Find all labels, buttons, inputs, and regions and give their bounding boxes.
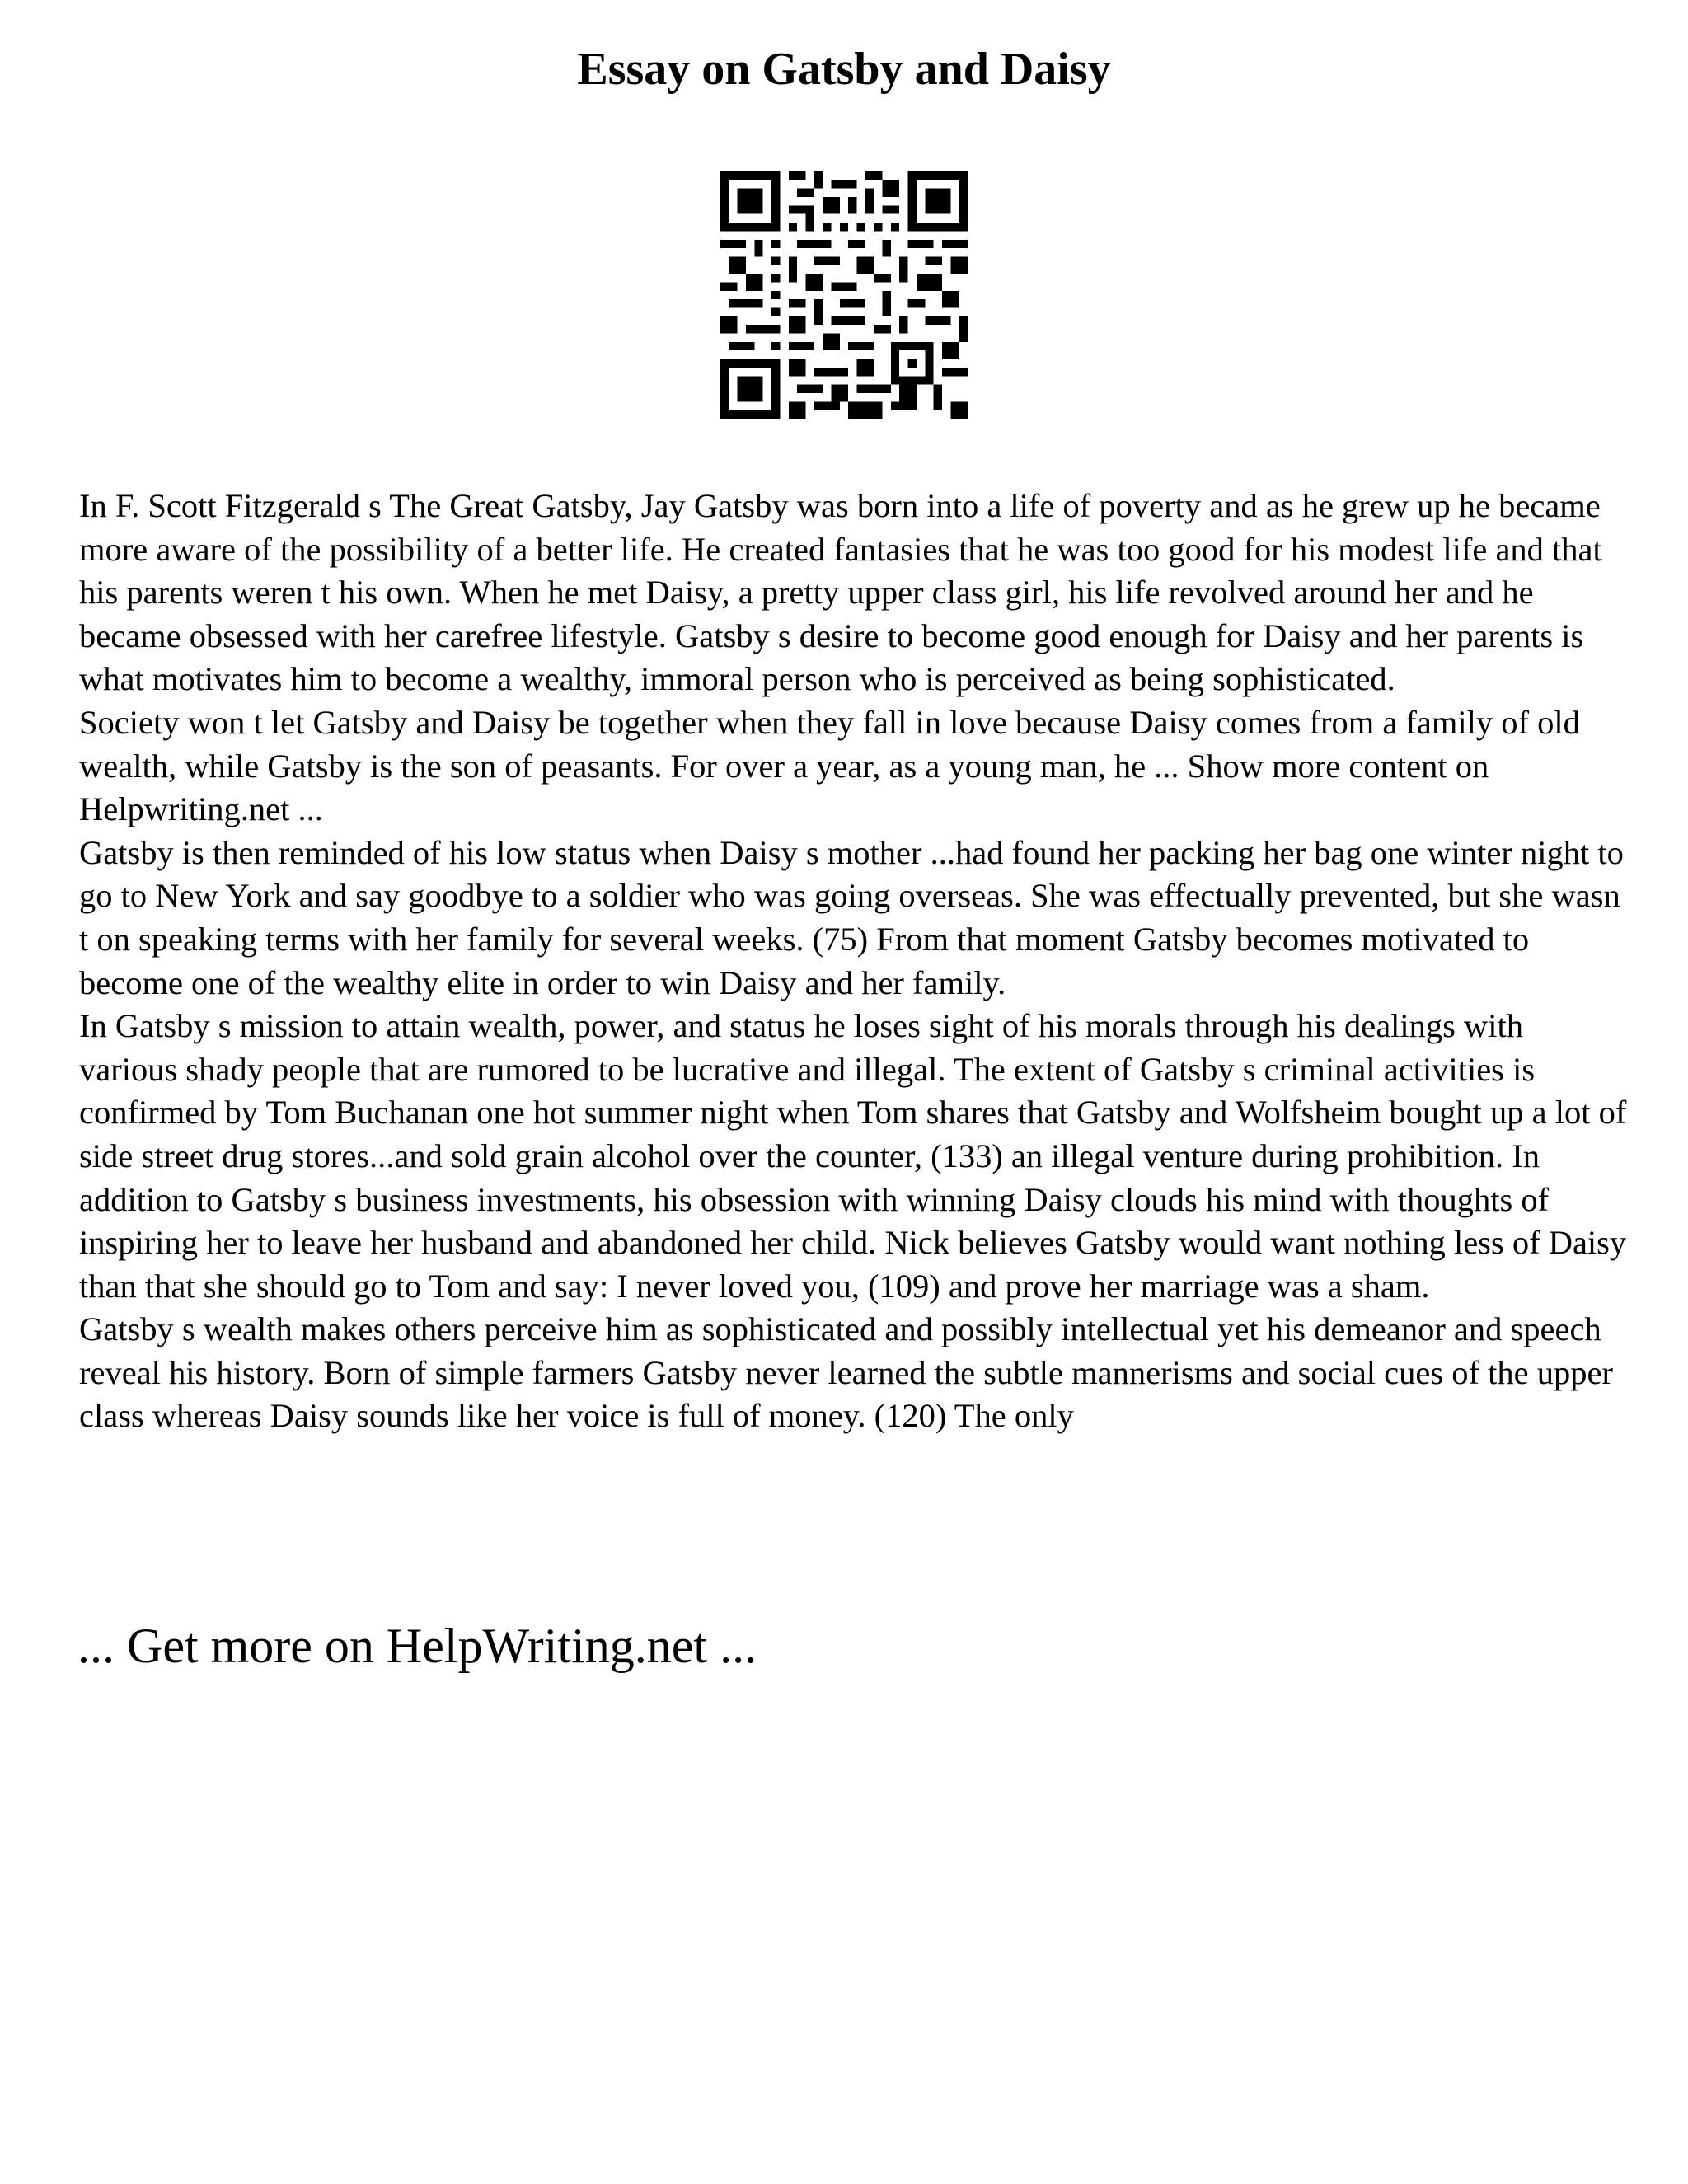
get-more-link[interactable]: ... Get more on HelpWriting.net ... [77, 1619, 757, 1673]
qr-code[interactable] [720, 171, 968, 419]
paragraph: Gatsby s wealth makes others perceive him as sophisticated and possibly intellectual yet his demeanor and speech reveal his history. Born of simple farmers Gatsby never learned the subtle mannerisms and social cues of the upper class whereas Daisy sounds like her voice is full of money. (120) The only [79, 1310, 1613, 1435]
paragraph: Gatsby is then reminded of his low status when Daisy s mother ...had found her packing her bag one winter night to go to New York and say goodbye to a soldier who was going overseas. She was effectually prevented, but she wasn t on speaking terms with her family for several weeks. (75) From that moment Gatsby becomes motivated to become one of the wealthy elite in order to win Daisy and her family. [79, 833, 1624, 1001]
paragraph: In Gatsby s mission to attain wealth, power, and status he loses sight of his morals through his dealings with various shady people that are rumored to be lucrative and illegal. The extent of Gatsby s criminal activities is confirmed by Tom Buchanan one hot summer night when Tom shares that Gatsby and Wolfsheim bought up a lot of side street drug stores...and sold grain alcohol over the counter, (133) an illegal venture during prohibition. In addition to Gatsby s business investments, his obsession with winning Daisy clouds his mind with thoughts of inspiring her to leave her husband and abandoned her child. Nick believes Gatsby would want nothing less of Daisy than that she should go to Tom and say: I never loved you, (109) and prove her marriage was a sham. [79, 1007, 1627, 1305]
paragraph: Society won t let Gatsby and Daisy be together when they fall in love because Daisy comes from a family of old wealth, while Gatsby is the son of peasants. For over a year, as a young man, he ... Show more content on Helpwriting.net ... [79, 703, 1580, 828]
essay-body [79, 485, 1629, 1438]
page-title: Essay on Gatsby and Daisy [577, 44, 1111, 95]
qr-code-icon [720, 171, 968, 419]
paragraph: In F. Scott Fitzgerald s The Great Gatsby, Jay Gatsby was born into a life of poverty and as he grew up he became more aware of the possibility of a better life. He created fantasies that he was too good for his modest life and that his parents weren t his own. When he met Daisy, a pretty upper class girl, his life revolved around her and he became obsessed with her carefree lifestyle. Gatsby s desire to become good enough for Daisy and her parents is what motivates him to become a wealthy, immoral person who is perceived as being sophisticated. [79, 487, 1602, 698]
